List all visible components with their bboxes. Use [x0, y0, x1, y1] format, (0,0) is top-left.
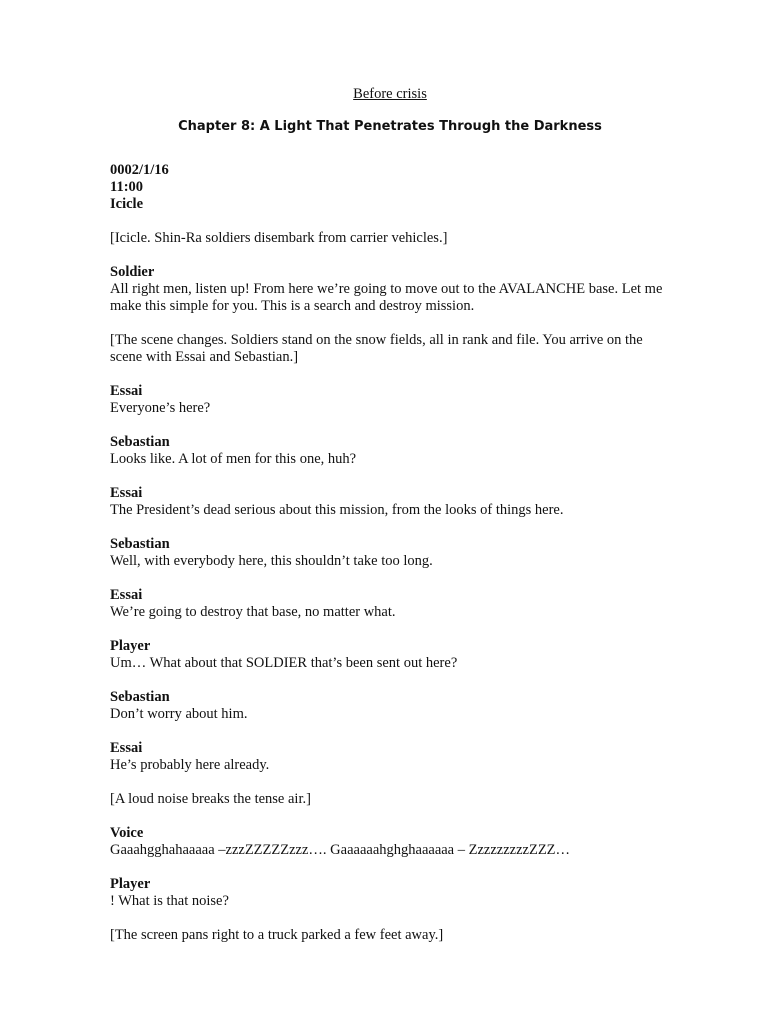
dialogue-block [110, 825, 670, 859]
dialogue-block [110, 587, 670, 621]
dialogue-block [110, 434, 670, 468]
scene-location: Icicle [110, 196, 144, 212]
speaker-name: Essai [110, 587, 143, 603]
dialogue-line: The President’s dead serious about this mission, from the looks of things here. [110, 502, 564, 518]
dialogue-line: We’re going to destroy that base, no matter what. [110, 604, 396, 620]
dialogue-line: All right men, listen up! From here we’re going to move out to the AVALANCHE base. Let me make this simple for you. This is a search and destroy mission. [110, 281, 663, 314]
speaker-name: Essai [110, 740, 143, 756]
dialogue-line: Don’t worry about him. [110, 706, 248, 722]
dialogue-block [110, 485, 670, 519]
chapter-title: Chapter 8: A Light That Penetrates Through the Darkness [178, 119, 602, 134]
dialogue-line: ! What is that noise? [110, 893, 229, 909]
speaker-name: Sebastian [110, 536, 170, 552]
speaker-name: Sebastian [110, 434, 170, 450]
dialogue-line: He’s probably here already. [110, 757, 270, 773]
dialogue-line: Looks like. A lot of men for this one, huh? [110, 451, 357, 467]
document-page [110, 86, 670, 944]
speaker-name: Essai [110, 383, 143, 399]
document-title: Before crisis [353, 86, 427, 102]
stage-direction [110, 927, 670, 944]
scene-time: 11:00 [110, 179, 144, 195]
speaker-name: Sebastian [110, 689, 170, 705]
dialogue-line: Well, with everybody here, this shouldn’t take too long. [110, 553, 433, 569]
dialogue-block [110, 689, 670, 723]
dialogue-block [110, 876, 670, 910]
stage-direction-text: [The screen pans right to a truck parked a few feet away.] [110, 927, 444, 943]
dialogue-block [110, 536, 670, 570]
stage-direction [110, 332, 670, 366]
speaker-name: Essai [110, 485, 143, 501]
speaker-name: Voice [110, 825, 144, 841]
speaker-name: Player [110, 638, 151, 654]
dialogue-line: Everyone’s here? [110, 400, 211, 416]
stage-direction [110, 791, 670, 808]
stage-direction-text: [The scene changes. Soldiers stand on the snow fields, all in rank and file. You arrive on the scene with Essai and Sebastian.] [110, 332, 643, 365]
stage-direction-text: [Icicle. Shin-Ra soldiers disembark from carrier vehicles.] [110, 230, 448, 246]
stage-direction [110, 230, 670, 247]
dialogue-block [110, 264, 670, 315]
dialogue-line: Gaaahgghahaaaaa –zzzZZZZZzzz…. Gaaaaaahghghaaaaaa – ZzzzzzzzzZZZ… [110, 842, 571, 858]
scene-header [110, 162, 670, 213]
stage-direction-text: [A loud noise breaks the tense air.] [110, 791, 311, 807]
dialogue-block [110, 383, 670, 417]
speaker-name: Player [110, 876, 151, 892]
speaker-name: Soldier [110, 264, 155, 280]
dialogue-block [110, 638, 670, 672]
dialogue-line: Um… What about that SOLDIER that’s been sent out here? [110, 655, 458, 671]
scene-date: 0002/1/16 [110, 162, 169, 178]
dialogue-block [110, 740, 670, 774]
